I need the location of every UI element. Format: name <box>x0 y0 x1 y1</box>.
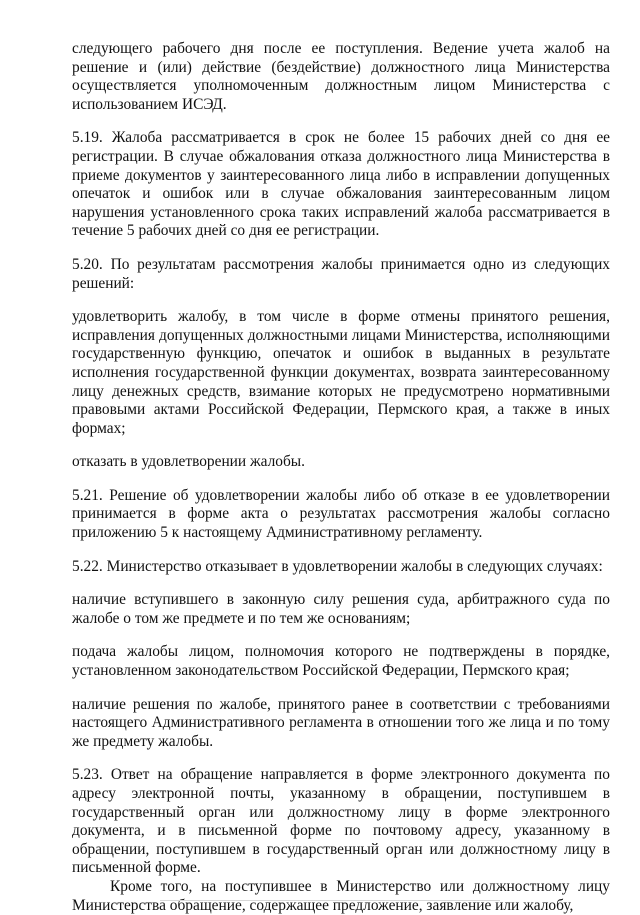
paragraph-refusal-court-decision: наличие вступившего в законную силу решения суда, арбитражного суда по жалобе о том же предмете и по тем же основаниям; <box>72 591 610 627</box>
paragraph-complaint-registration-tail: следующего рабочего дня после ее поступления. Ведение учета жалоб на решение и (или) действие (бездействие) должностного лица Министерства осуществляется уполномоченным должностным лицом Министерства с использованием ИСЭД. <box>72 40 610 113</box>
paragraph-5-19: 5.19. Жалоба рассматривается в срок не более 15 рабочих дней со дня ее регистрации. В случае обжалования отказа должностного лица Министерства в приеме документов у заинтересованного лица либо в исправлении допущенных опечаток и ошибок или в случае обжалования заинтересованным лицом нарушения установленного срока таких исправлений жалоба рассматривается в течение 5 рабочих дней со дня ее регистрации. <box>72 129 610 240</box>
paragraph-refusal-prior-decision: наличие решения по жалобе, принятого ранее в соответствии с требованиями настоящего Административного регламента в отношении того же лица и по тому же предмету жалобы. <box>72 695 610 750</box>
paragraph-5-22: 5.22. Министерство отказывает в удовлетворении жалобы в следующих случаях: <box>72 557 603 575</box>
paragraph-5-23: 5.23. Ответ на обращение направляется в форме электронного документа по адресу электронной почты, указанному в обращении, поступившем в государственный орган или должностному лицу в форме электронного документа, и в письменной форме по почтовому адресу, указанному в обращении, поступившем в государственный орган или должностному лицу в письменной форме. <box>72 766 610 877</box>
paragraph-5-20: 5.20. По результатам рассмотрения жалобы принимается одно из следующих решений: <box>72 255 610 292</box>
paragraph-additionally: Кроме того, на поступившее в Министерство или должностному лицу Министерства обращение, содержащее предложение, заявление или жалобу, <box>72 877 610 914</box>
paragraph-refusal-authority: подача жалобы лицом, полномочия которого не подтверждены в порядке, установленном законодательством Российской Федерации, Пермского края; <box>72 643 610 680</box>
paragraph-decision-satisfy: удовлетворить жалобу, в том числе в форме отмены принятого решения, исправления допущенных должностными лицами Министерства, исполняющими государственную функцию, опечаток и ошибок в выданных в результате исполнения государственной функции документах, возврата заинтересованному лицу денежных средств, взимание которых не предусмотрено нормативными правовыми актами Российской Федерации, Пермского края, а также в иных формах; <box>72 308 610 437</box>
paragraph-decision-refuse: отказать в удовлетворении жалобы. <box>72 453 306 471</box>
document-page <box>72 40 610 915</box>
paragraph-5-21: 5.21. Решение об удовлетворении жалобы либо об отказе в ее удовлетворении принимается в форме акта о результатах рассмотрения жалобы согласно приложению 5 к настоящему Административному регламенту. <box>72 486 610 542</box>
page-bottom-edge <box>160 900 500 901</box>
